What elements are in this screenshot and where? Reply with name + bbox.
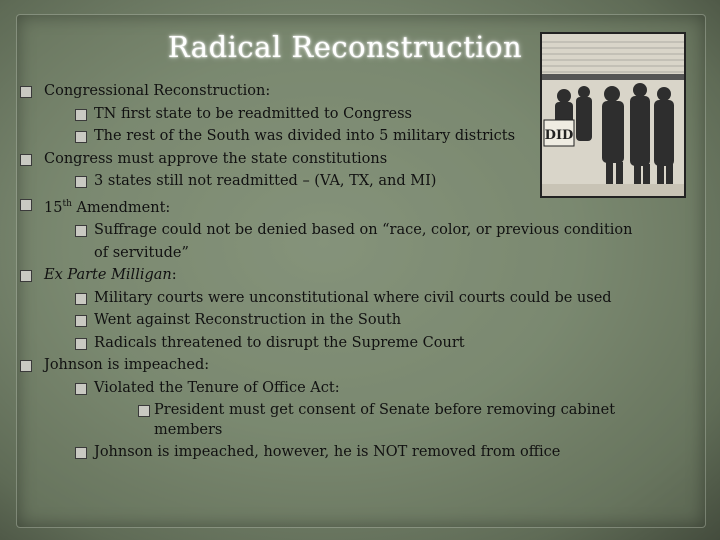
list-item: TN first state to be readmitted to Congress — [20, 103, 700, 126]
square-bullet-icon — [75, 225, 87, 237]
list-item: Went against Reconstruction in the South — [20, 309, 700, 332]
list-item: Radicals threatened to disrupt the Supreme Court — [20, 332, 700, 355]
list-item: 15th Amendment: — [20, 193, 700, 220]
slide-title: Radical Reconstruction — [167, 30, 523, 64]
square-bullet-icon — [20, 154, 32, 166]
square-bullet-icon — [75, 131, 87, 143]
square-bullet-icon — [20, 86, 32, 98]
list-item: 3 states still not readmitted – (VA, TX, and MI) — [20, 170, 700, 193]
square-bullet-icon — [20, 199, 32, 211]
list-item: Suffrage could not be denied based on “race, color, or previous condition — [20, 219, 700, 242]
list-item-continuation: members — [154, 421, 223, 438]
list-item: Johnson is impeached: — [20, 354, 700, 377]
square-bullet-icon — [75, 447, 87, 459]
list-item: The rest of the South was divided into 5 military districts — [20, 125, 700, 148]
list-item: Military courts were unconstitutional where civil courts could be used — [20, 287, 700, 310]
list-item: Violated the Tenure of Office Act: — [20, 377, 700, 400]
list-item: Johnson is impeached, however, he is NOT removed from office — [20, 441, 700, 464]
list-item: Ex Parte Milligan: — [20, 264, 700, 287]
square-bullet-icon — [75, 109, 87, 121]
square-bullet-icon — [75, 293, 87, 305]
sign-text: DID — [544, 128, 574, 143]
list-item: President must get consent of Senate before removing cabinet — [20, 399, 700, 422]
list-item: Congress must approve the state constitutions — [20, 148, 700, 171]
square-bullet-icon — [20, 270, 32, 282]
square-bullet-icon — [75, 315, 87, 327]
square-bullet-icon — [75, 338, 87, 350]
bullet-list — [20, 80, 700, 464]
list-item: Congressional Reconstruction: — [20, 80, 700, 103]
square-bullet-icon — [75, 176, 87, 188]
square-bullet-icon — [20, 360, 32, 372]
list-item-continuation: of servitude” — [94, 244, 189, 261]
square-bullet-icon — [75, 383, 87, 395]
square-bullet-icon — [138, 405, 150, 417]
